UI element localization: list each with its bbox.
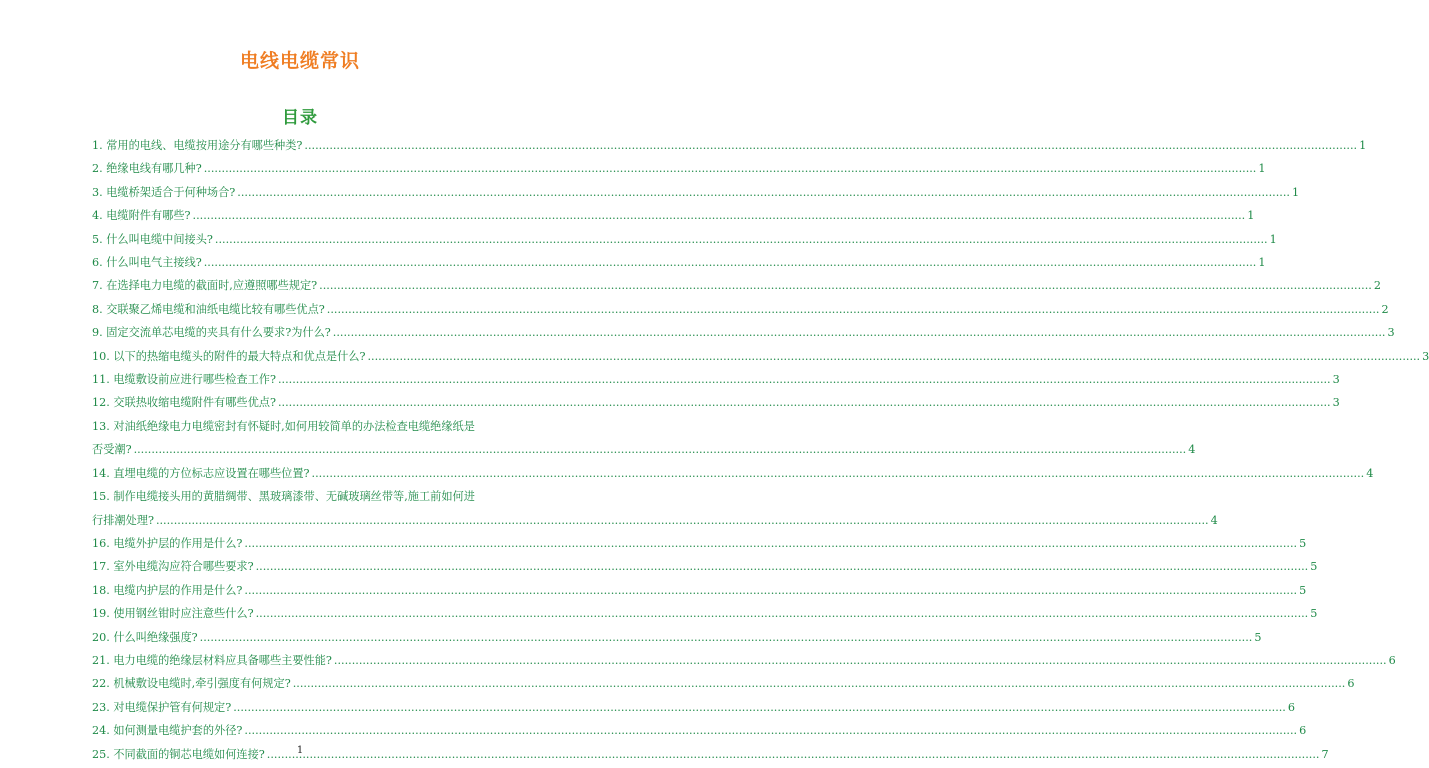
toc-entry-text: 6. 什么叫电气主接线? — [92, 256, 202, 270]
toc-entry-text: 4. 电缆附件有哪些? — [92, 209, 191, 223]
toc-leader-dots — [278, 391, 1331, 414]
toc-entry-page: 6 — [1347, 677, 1355, 691]
toc-entry-text: 18. 电缆内护层的作用是什么? — [92, 583, 243, 597]
toc-entry-text: 19. 使用钢丝钳时应注意些什么? — [92, 607, 254, 621]
toc-entry[interactable] — [92, 274, 1381, 297]
toc-entry-page: 2 — [1381, 302, 1389, 316]
toc-entry[interactable] — [92, 228, 1277, 251]
toc-entry[interactable] — [92, 579, 1307, 602]
toc-entry[interactable] — [92, 345, 1429, 368]
toc-entry-page: 1 — [1359, 139, 1367, 152]
toc-leader-dots — [256, 602, 1309, 625]
toc-entry-page: 6 — [1299, 724, 1307, 738]
toc-entry[interactable] — [92, 321, 1395, 344]
toc-entry-page: 3 — [1422, 349, 1429, 363]
toc-entry[interactable] — [92, 415, 1196, 462]
toc-entry[interactable] — [92, 719, 1307, 742]
toc-entry-page: 1 — [1258, 256, 1266, 270]
toc-entry[interactable] — [92, 204, 1255, 227]
toc-entry[interactable] — [92, 134, 1367, 157]
toc-leader-dots — [312, 462, 1365, 485]
toc-entry[interactable] — [92, 672, 1355, 695]
toc-entry-page: 5 — [1299, 536, 1307, 550]
toc-leader-dots — [204, 157, 1257, 180]
toc-entry-text: 2. 绝缘电线有哪几种? — [92, 162, 202, 176]
toc-entry-text: 22. 机械敷设电缆时,牵引强度有何规定? — [92, 677, 291, 691]
toc-entry-page: 5 — [1310, 607, 1318, 621]
toc-leader-dots — [233, 696, 1286, 719]
toc-entry-text: 否受潮? — [92, 443, 132, 457]
toc-leader-dots — [293, 672, 1346, 695]
toc-entry[interactable] — [92, 602, 1318, 625]
toc-leader-dots — [244, 579, 1297, 602]
toc-entry[interactable] — [92, 368, 1340, 391]
page-number: 1 — [296, 745, 304, 756]
table-of-contents — [92, 134, 1429, 766]
toc-entry-text-line1: 15. 制作电缆接头用的黄腊绸带、黑玻璃漆带、无碱玻璃丝带等,施工前如何进 — [92, 490, 475, 504]
toc-entry-text: 5. 什么叫电缆中间接头? — [92, 232, 213, 246]
toc-leader-dots — [237, 181, 1290, 204]
toc-entry-text: 25. 不同截面的铜芯电缆如何连接? — [92, 747, 265, 761]
toc-leader-dots — [156, 509, 1209, 532]
toc-entry-page: 5 — [1299, 583, 1307, 597]
toc-entry-text: 14. 直埋电缆的方位标志应设置在哪些位置? — [92, 466, 310, 480]
toc-leader-dots — [244, 532, 1297, 555]
toc-leader-dots — [319, 274, 1372, 297]
toc-entry-page: 5 — [1254, 630, 1262, 644]
toc-entry-page: 1 — [1291, 185, 1300, 199]
toc-leader-dots — [367, 345, 1420, 368]
toc-leader-dots — [193, 204, 1246, 227]
toc-entry-text: 1. 常用的电线、电缆按用途分有哪些种类? — [92, 139, 303, 152]
toc-entry[interactable] — [92, 649, 1396, 672]
toc-entry-page: 3 — [1387, 326, 1395, 340]
toc-entry[interactable] — [92, 532, 1307, 555]
toc-leader-dots — [204, 251, 1257, 274]
toc-entry[interactable] — [92, 462, 1374, 485]
toc-entry[interactable] — [92, 391, 1340, 414]
toc-entry-page: 1 — [1258, 162, 1266, 176]
toc-entry-page: 6 — [1287, 700, 1295, 714]
toc-leader-dots — [244, 719, 1297, 742]
toc-entry-page: 3 — [1332, 396, 1340, 410]
toc-entry-page: 2 — [1373, 279, 1381, 293]
toc-entry-text: 12. 交联热收缩电缆附件有哪些优点? — [92, 396, 276, 410]
toc-entry-page: 4 — [1210, 513, 1218, 527]
toc-entry[interactable] — [92, 626, 1262, 649]
toc-entry-page: 6 — [1388, 653, 1396, 667]
toc-entry-page: 7 — [1321, 747, 1329, 761]
toc-entry[interactable] — [92, 157, 1266, 180]
toc-heading: 目录 — [282, 108, 318, 128]
toc-leader-dots — [278, 368, 1331, 391]
document-title: 电线电缆常识 — [239, 50, 360, 72]
toc-entry-text: 21. 电力电缆的绝缘层材料应具备哪些主要性能? — [92, 653, 332, 667]
toc-entry-page: 1 — [1247, 209, 1255, 223]
toc-entry[interactable] — [92, 181, 1300, 204]
toc-entry-text: 行排潮处理? — [92, 513, 154, 527]
toc-entry-text: 23. 对电缆保护管有何规定? — [92, 700, 232, 714]
toc-leader-dots — [327, 298, 1380, 321]
toc-entry-text: 24. 如何测量电缆护套的外径? — [92, 724, 243, 738]
toc-entry-text: 17. 室外电缆沟应符合哪些要求? — [92, 560, 254, 574]
toc-entry[interactable] — [92, 555, 1318, 578]
toc-entry-page: 1 — [1269, 232, 1277, 246]
toc-leader-dots — [200, 626, 1253, 649]
toc-entry-text: 16. 电缆外护层的作用是什么? — [92, 536, 243, 550]
toc-leader-dots — [333, 321, 1386, 344]
toc-entry-text: 9. 固定交流单芯电缆的夹具有什么要求?为什么? — [92, 326, 331, 340]
toc-entry-text: 11. 电缆敷设前应进行哪些检查工作? — [92, 373, 276, 387]
toc-entry[interactable] — [92, 298, 1389, 321]
toc-entry-page: 4 — [1366, 466, 1374, 480]
toc-leader-dots — [215, 228, 1268, 251]
toc-entry-page: 3 — [1332, 373, 1340, 387]
toc-leader-dots — [304, 134, 1357, 157]
toc-entry[interactable] — [92, 485, 1218, 532]
toc-entry-text: 8. 交联聚乙烯电缆和油纸电缆比较有哪些优点? — [92, 302, 325, 316]
toc-leader-dots — [334, 649, 1387, 672]
toc-entry-text: 7. 在选择电力电缆的截面时,应遵照哪些规定? — [92, 279, 318, 293]
toc-entry[interactable] — [92, 251, 1266, 274]
toc-entry-text: 20. 什么叫绝缘强度? — [92, 630, 198, 644]
toc-entry-page: 4 — [1188, 443, 1196, 457]
toc-entry-text: 10. 以下的热缩电缆头的附件的最大特点和优点是什么? — [92, 349, 366, 363]
toc-leader-dots — [256, 555, 1309, 578]
toc-entry-page: 5 — [1310, 560, 1318, 574]
toc-entry-text: 3. 电缆桥架适合于何种场合? — [92, 185, 236, 199]
toc-leader-dots — [134, 438, 1187, 461]
toc-entry-text-line1: 13. 对油纸绝缘电力电缆密封有怀疑时,如何用较简单的办法检查电缆绝缘纸是 — [92, 419, 475, 433]
toc-entry[interactable] — [92, 696, 1295, 719]
